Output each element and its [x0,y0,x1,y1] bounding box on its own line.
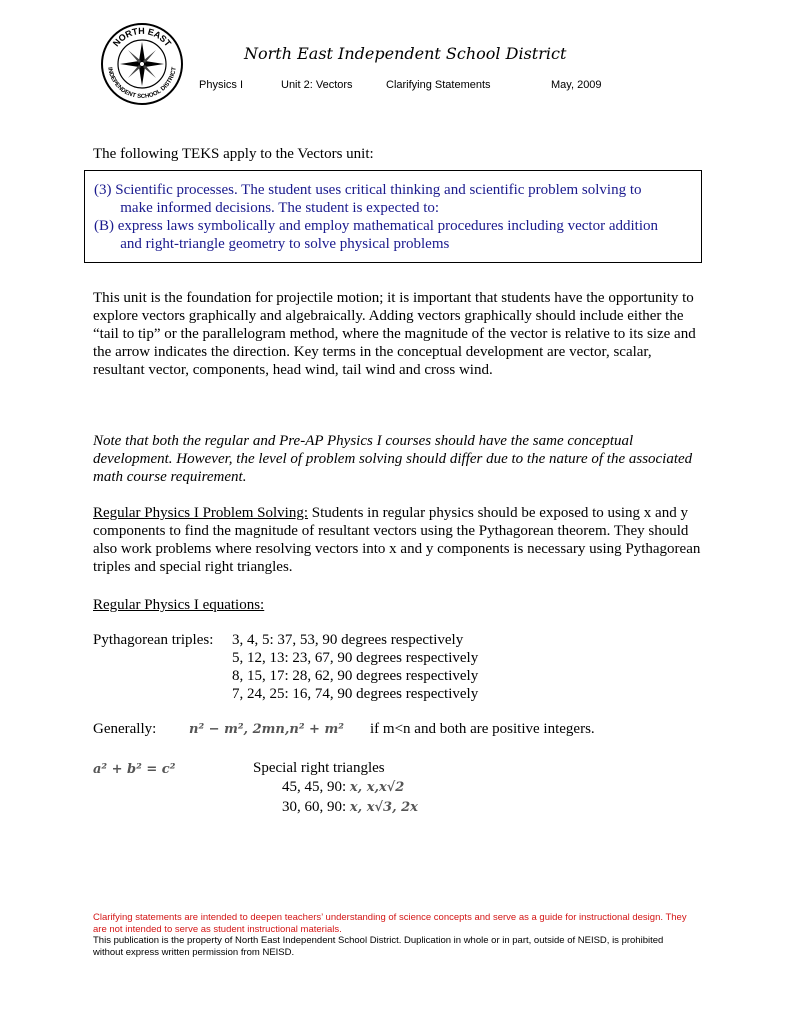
triangle-30-formula: x, x√3, 2x [349,800,418,815]
triple-item: 8, 15, 17: 28, 62, 90 degrees respectively [232,668,479,684]
teks-line: and right-triangle geometry to solve physical problems [94,236,450,252]
triples-label: Pythagorean triples: [93,632,214,648]
district-logo [100,22,184,106]
regular-problem-solving-paragraph [93,504,703,576]
triangle-45-label: 45, 45, 90: [282,779,347,795]
triple-item: 3, 4, 5: 37, 53, 90 degrees respectively [232,632,464,648]
footer-disclaimer: Clarifying statements are intended to deepen teachers’ understanding of science concepts and serve as a guide for instructional design. They are not intended to serve as student instructional materials. [93,912,687,935]
regular-heading: Regular Physics I Problem Solving: [93,505,308,521]
teks-line: (B) express laws symbolically and employ mathematical procedures including vector addition [94,218,659,234]
triangle-45-row [282,778,404,797]
teks-line: make informed decisions. The student is expected to: [94,200,440,216]
pythagorean-formula: a² + b² = c² [93,762,176,777]
footer [93,912,693,958]
generally-formula: n² − m², 2mn,n² + m² [189,722,344,737]
triangle-30-label: 30, 60, 90: [282,799,347,815]
regular-text: Students in regular physics should be exposed to using x and y components to find the magnitude of resultant vectors using the Pythagorean theorem. They should also work problems where resolving vectors into x and y components is necessary using Pythagorean triples and special right triangles. [93,505,701,575]
teks-box [84,170,702,263]
teks-intro: The following TEKS apply to the Vectors unit: [93,146,374,162]
unit-name: Unit 2: Vectors [281,79,353,91]
compass-seal-icon [100,22,184,106]
publication-date: May, 2009 [551,79,602,91]
generally-label: Generally: [93,721,157,737]
triple-item: 7, 24, 25: 16, 74, 90 degrees respectively [232,686,479,702]
intro-paragraph: This unit is the foundation for projectile motion; it is important that students have the opportunity to explore vectors graphically and algebraically. Adding vectors graphically should include either the “tail to tip” or the parallelogram method, where the magnitude of the vector is relative to its size and the arrow indicates the direction. Key terms in the conceptual development are vector, scalar, resultant vector, components, head wind, tail wind and cross wind. [93,290,696,378]
note-paragraph: Note that both the regular and Pre-AP Physics I courses should have the same conceptual development. However, the level of problem solving should differ due to the nature of the associated math course requirement. [93,433,693,485]
svg-text:INDEPENDENT SCHOOL DISTRICT: INDEPENDENT SCHOOL DISTRICT [106,66,178,101]
teks-line: (3) Scientific processes. The student uses critical thinking and scientific problem solving to [94,182,642,198]
svg-text:NORTH EAST: NORTH EAST [110,25,174,49]
triangle-30-row [282,798,418,817]
triangle-45-formula: x, x,x√2 [349,780,405,795]
course-name: Physics I [199,79,244,91]
district-name: North East Independent School District [244,44,567,63]
generally-condition: if m<n and both are positive integers. [370,721,595,737]
triple-item: 5, 12, 13: 23, 67, 90 degrees respectively [232,650,479,666]
footer-copyright: This publication is the property of North East Independent School District. Duplication in whole or in part, outside of NEISD, is prohibited without express written permission from NEISD. [93,935,664,958]
equations-title: Regular Physics I equations: [93,597,265,613]
special-triangles-title: Special right triangles [253,760,385,776]
document-type: Clarifying Statements [386,79,491,91]
